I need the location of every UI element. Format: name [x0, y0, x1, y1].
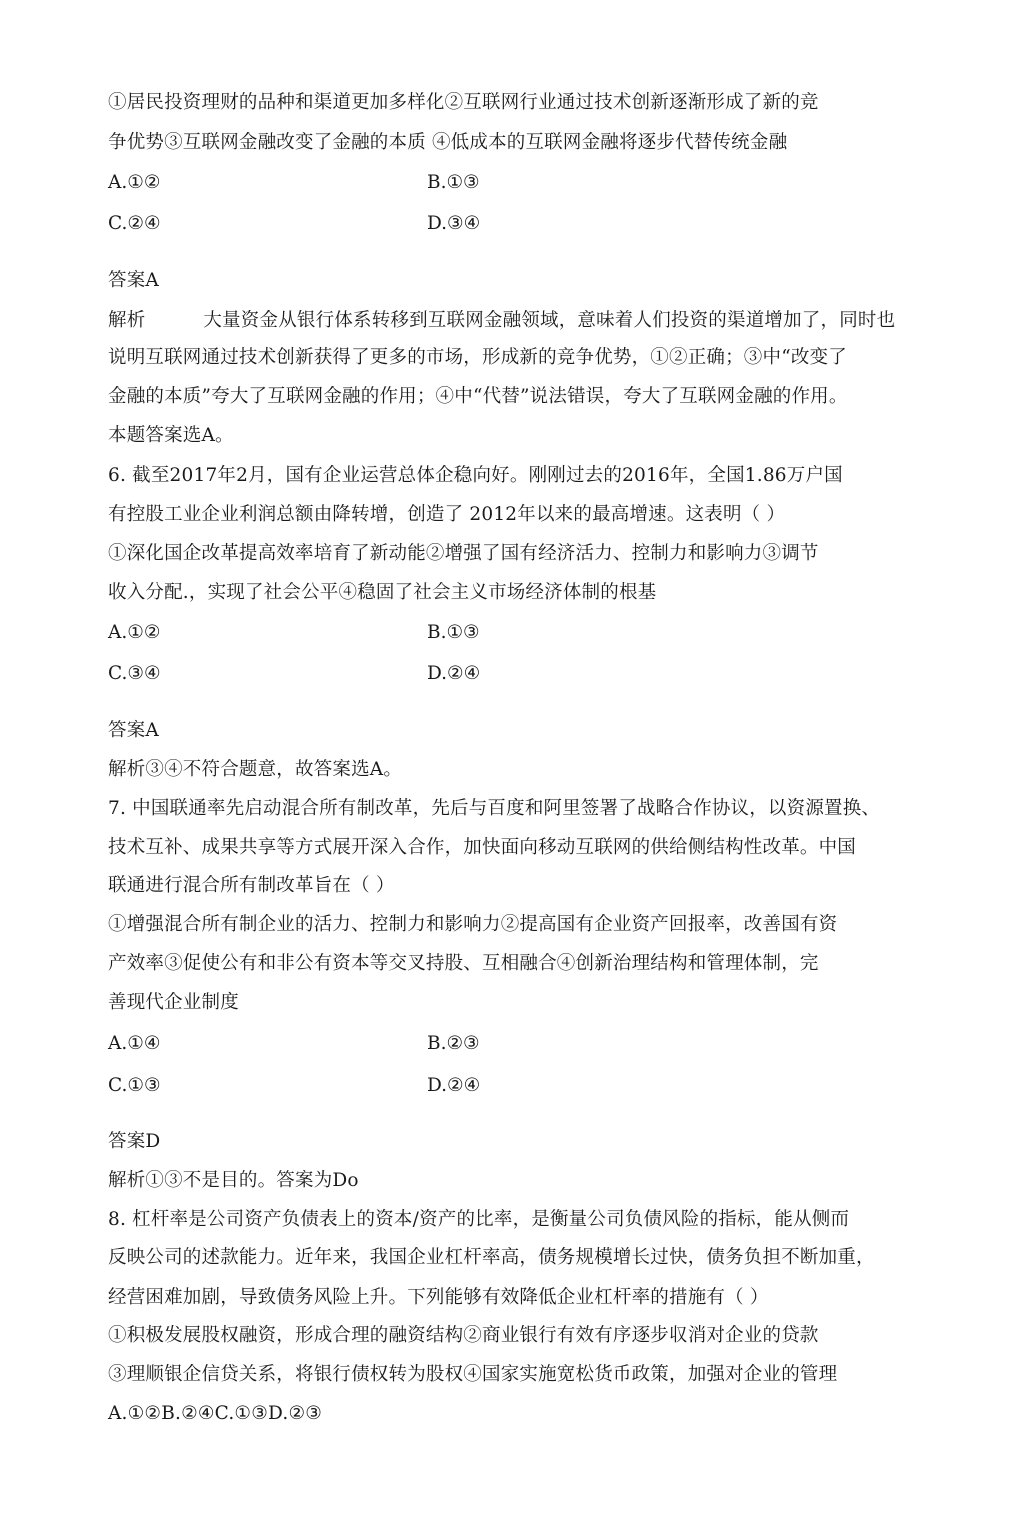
q8-stem-line-3: 经营困难加剧，导致债务风险上升。下列能够有效降低企业杠杆率的措施有（ ）: [108, 1287, 769, 1308]
q5-analysis-label: 解析: [108, 310, 146, 331]
q6-stem-line-3: ①深化国企改革提高效率培育了新动能②增强了国有经济活力、控制力和影响力③调节: [108, 543, 819, 564]
q7-answer: 答案D: [108, 1131, 161, 1152]
q5-analysis-line-4: 本题答案选A。: [108, 425, 234, 446]
q7-option-c: C.①③: [108, 1075, 161, 1096]
q7-analysis: 解析①③不是目的。答案为Do: [108, 1170, 359, 1191]
q8-stem-line-5: ③理顺银企信贷关系，将银行债权转为股权④国家实施宽松货币政策，加强对企业的管理: [108, 1364, 838, 1385]
q8-stem-line-2: 反映公司的述款能力。近年来，我国企业杠杆率高，债务规模增长过快，债务负担不断加重，: [108, 1247, 875, 1268]
q5-analysis-text: 大量资金从银行体系转移到互联网金融领域，意味着人们投资的渠道增加了，同时也: [203, 310, 896, 331]
q5-option-d: D.③④: [427, 213, 481, 234]
q7-stem-line-5: 产效率③促使公有和非公有资本等交叉持股、互相融合④创新治理结构和管理体制，完: [108, 953, 819, 974]
q7-option-d: D.②④: [427, 1075, 481, 1096]
q6-option-d: D.②④: [427, 663, 481, 684]
q6-option-a: A.①②: [108, 622, 161, 643]
q5-option-b: B.①③: [427, 172, 480, 193]
q7-stem-line-1: 7. 中国联通率先启动混合所有制改革，先后与百度和阿里签署了战略合作协议，以资源置换、: [108, 798, 881, 819]
q8-options: A.①②B.②④C.①③D.②③: [108, 1403, 323, 1424]
q5-analysis-line-1: [108, 308, 895, 334]
q6-analysis: 解析③④不符合题意，故答案选A。: [108, 759, 403, 780]
q7-stem-line-2: 技术互补、成果共享等方式展开深入合作，加快面向移动互联网的供给侧结构性改革。中国: [108, 837, 857, 858]
q7-stem-line-3: 联通进行混合所有制改革旨在（ ）: [108, 875, 395, 896]
q7-stem-line-4: ①增强混合所有制企业的活力、控制力和影响力②提高国有企业资产回报率，改善国有资: [108, 914, 838, 935]
q6-option-c: C.③④: [108, 663, 161, 684]
q6-stem-line-2: 有控股工业企业利润总额由降转增，创造了 2012年以来的最高增速。这表明（ ）: [108, 504, 786, 525]
q7-option-b: B.②③: [427, 1033, 480, 1054]
q5-answer: 答案A: [108, 270, 159, 291]
q8-stem-line-4: ①积极发展股权融资，形成合理的融资结构②商业银行有效有序逐步収消对企业的贷款: [108, 1325, 819, 1346]
q5-stem-line-2: 争优势③互联网金融改变了金融的本质 ④低成本的互联网金融将逐步代替传统金融: [108, 132, 788, 153]
q5-option-c: C.②④: [108, 213, 161, 234]
q7-stem-line-6: 善现代企业制度: [108, 992, 239, 1013]
q6-stem-line-1: 6. 截至2017年2月，国有企业运营总体企稳向好。刚刚过去的2016年，全国1.86万户国: [108, 465, 843, 486]
q6-stem-line-4: 收入分配.，实现了社会公平④稳固了社会主义市场经济体制的根基: [108, 582, 657, 603]
q5-option-a: A.①②: [108, 172, 161, 193]
q6-option-b: B.①③: [427, 622, 480, 643]
q6-answer: 答案A: [108, 720, 159, 741]
q5-analysis-line-2: 说明互联网通过技术创新获得了更多的市场，形成新的竞争优势，①②正确；③中“改变了: [108, 347, 847, 368]
q5-stem-line-1: ①居民投资理财的品种和渠道更加多样化②互联网行业通过技术创新逐渐形成了新的竞: [108, 92, 819, 113]
q7-option-a: A.①④: [108, 1033, 161, 1054]
q5-analysis-line-3: 金融的本质”夸大了互联网金融的作用；④中“代替”说法错误，夸大了互联网金融的作用。: [108, 386, 848, 407]
q8-stem-line-1: 8. 杠杆率是公司资产负债表上的资本/资产的比率，是衡量公司负债风险的指标，能从侧而: [108, 1209, 850, 1230]
